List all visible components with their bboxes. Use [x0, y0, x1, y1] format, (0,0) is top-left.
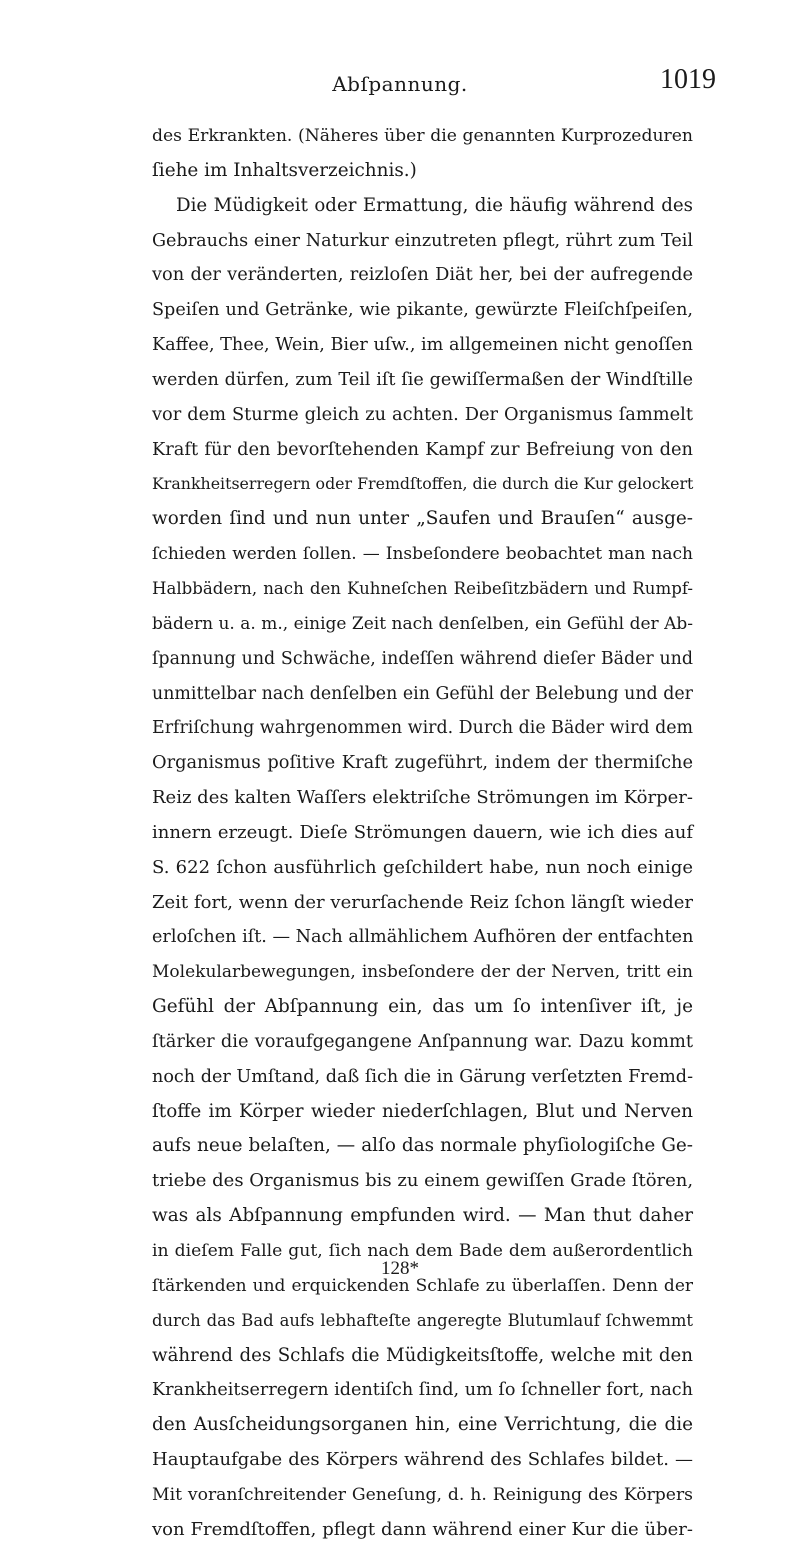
text-line: unmittelbar nach denſelben ein Gefühl der Belebung und der [152, 683, 693, 704]
text-line: Krankheitserregern identiſch ſind, um ſo ſchneller fort, nach [152, 1380, 693, 1401]
page-number: 1019 [660, 64, 716, 95]
text-line: erloſchen iſt. — Nach allmählichem Aufhören der entfachten [152, 927, 694, 948]
text-line: durch das Bad aufs lebhafteſte angeregte Blutumlauf ſchwemmt [152, 1310, 693, 1330]
text-line: Hauptaufgabe des Körpers während des Schlafes bildet. — [152, 1449, 693, 1471]
running-title: Abſpannung. [332, 72, 468, 96]
text-line: Die Müdigkeit oder Ermattung, die häufig während des [176, 194, 693, 216]
text-line: S. 622 ſchon ausführlich geſchildert habe, nun noch einige [152, 856, 693, 878]
text-line: worden ſind und nun unter „Saufen und Brauſen“ ausge- [152, 508, 693, 530]
text-line: Reiz des kalten Waſſers elektriſche Strömungen im Körper- [152, 787, 693, 809]
body-text [152, 119, 693, 1548]
text-line: ſiehe im Inhaltsverzeichnis.) [152, 159, 417, 181]
text-line: Zeit fort, wenn der verurſachende Reiz ſchon längſt wieder [152, 891, 693, 913]
text-line: während des Schlafs die Müdigkeitsſtoffe, welche mit den [152, 1344, 693, 1366]
text-line: den Ausſcheidungsorganen hin, eine Verrichtung, die die [152, 1414, 693, 1436]
text-line: Gefühl der Abſpannung ein, das um ſo intenſiver iſt, je [152, 996, 693, 1018]
text-line: ſchieden werden ſollen. — Insbeſondere beobachtet man nach [152, 544, 693, 565]
text-line: Kraft für den bevorſtehenden Kampf zur Befreiung von den [152, 438, 693, 460]
text-line: ſpannung und Schwäche, indeſſen während dieſer Bäder und [152, 648, 693, 669]
text-line: in dieſem Falle gut, ſich nach dem Bade dem außerordentlich [152, 1241, 693, 1261]
text-line: Kaffee, Thee, Wein, Bier uſw., im allgemeinen nicht genoſſen [152, 335, 693, 356]
text-line: Krankheitserregern oder Fremdſtoffen, die durch die Kur gelockert [152, 474, 694, 494]
text-line: Halbbädern, nach den Kuhneſchen Reibeſitzbädern und Rumpf- [152, 578, 693, 598]
text-line: Mit voranſchreitender Geneſung, d. h. Reinigung des Körpers [152, 1484, 693, 1505]
text-line: ſtärker die voraufgegangene Anſpannung war. Dazu kommt [152, 1030, 693, 1052]
signature-mark: 128* [381, 1258, 419, 1279]
text-line: noch der Umſtand, daß ſich die in Gärung verſetzten Fremd- [152, 1066, 694, 1087]
text-line: ſtoffe im Körper wieder niederſchlagen, Blut und Nerven [152, 1100, 693, 1122]
text-line: bädern u. a. m., einige Zeit nach denſelben, ein Gefühl der Ab- [152, 613, 693, 634]
text-line: des Erkrankten. (Näheres über die genannten Kurprozeduren [152, 126, 693, 146]
text-line: Molekularbewegungen, insbeſondere der der Nerven, tritt ein [152, 962, 693, 983]
text-line: von der veränderten, reizloſen Diät her, bei der aufregende [152, 264, 693, 286]
text-line: innern erzeugt. Dieſe Strömungen dauern, wie ich dies auf [152, 821, 693, 843]
text-line: von Fremdſtoffen, pflegt dann während einer Kur die über- [152, 1518, 693, 1540]
text-line: werden dürfen, zum Teil iſt ſie gewiſſermaßen der Windſtille [152, 369, 693, 390]
text-line: ſtärkenden und erquickenden Schlafe zu überlaſſen. Denn der [152, 1275, 693, 1296]
text-line: triebe des Organismus bis zu einem gewiſſen Grade ſtören, [152, 1170, 694, 1192]
text-line: Erfriſchung wahrgenommen wird. Durch die Bäder wird dem [152, 718, 693, 739]
text-line: Gebrauchs einer Naturkur einzutreten pflegt, rührt zum Teil [152, 230, 693, 251]
text-line: Speiſen und Getränke, wie pikante, gewürzte Fleiſchſpeiſen, [152, 300, 693, 321]
text-line: vor dem Sturme gleich zu achten. Der Organismus ſammelt [152, 403, 693, 425]
text-line: aufs neue belaſten, — alſo das normale phyſiologiſche Ge- [152, 1135, 693, 1157]
text-line: was als Abſpannung empfunden wird. — Man thut daher [152, 1205, 693, 1227]
text-line: Organismus poſitive Kraft zugeführt, indem der thermiſche [152, 752, 693, 774]
